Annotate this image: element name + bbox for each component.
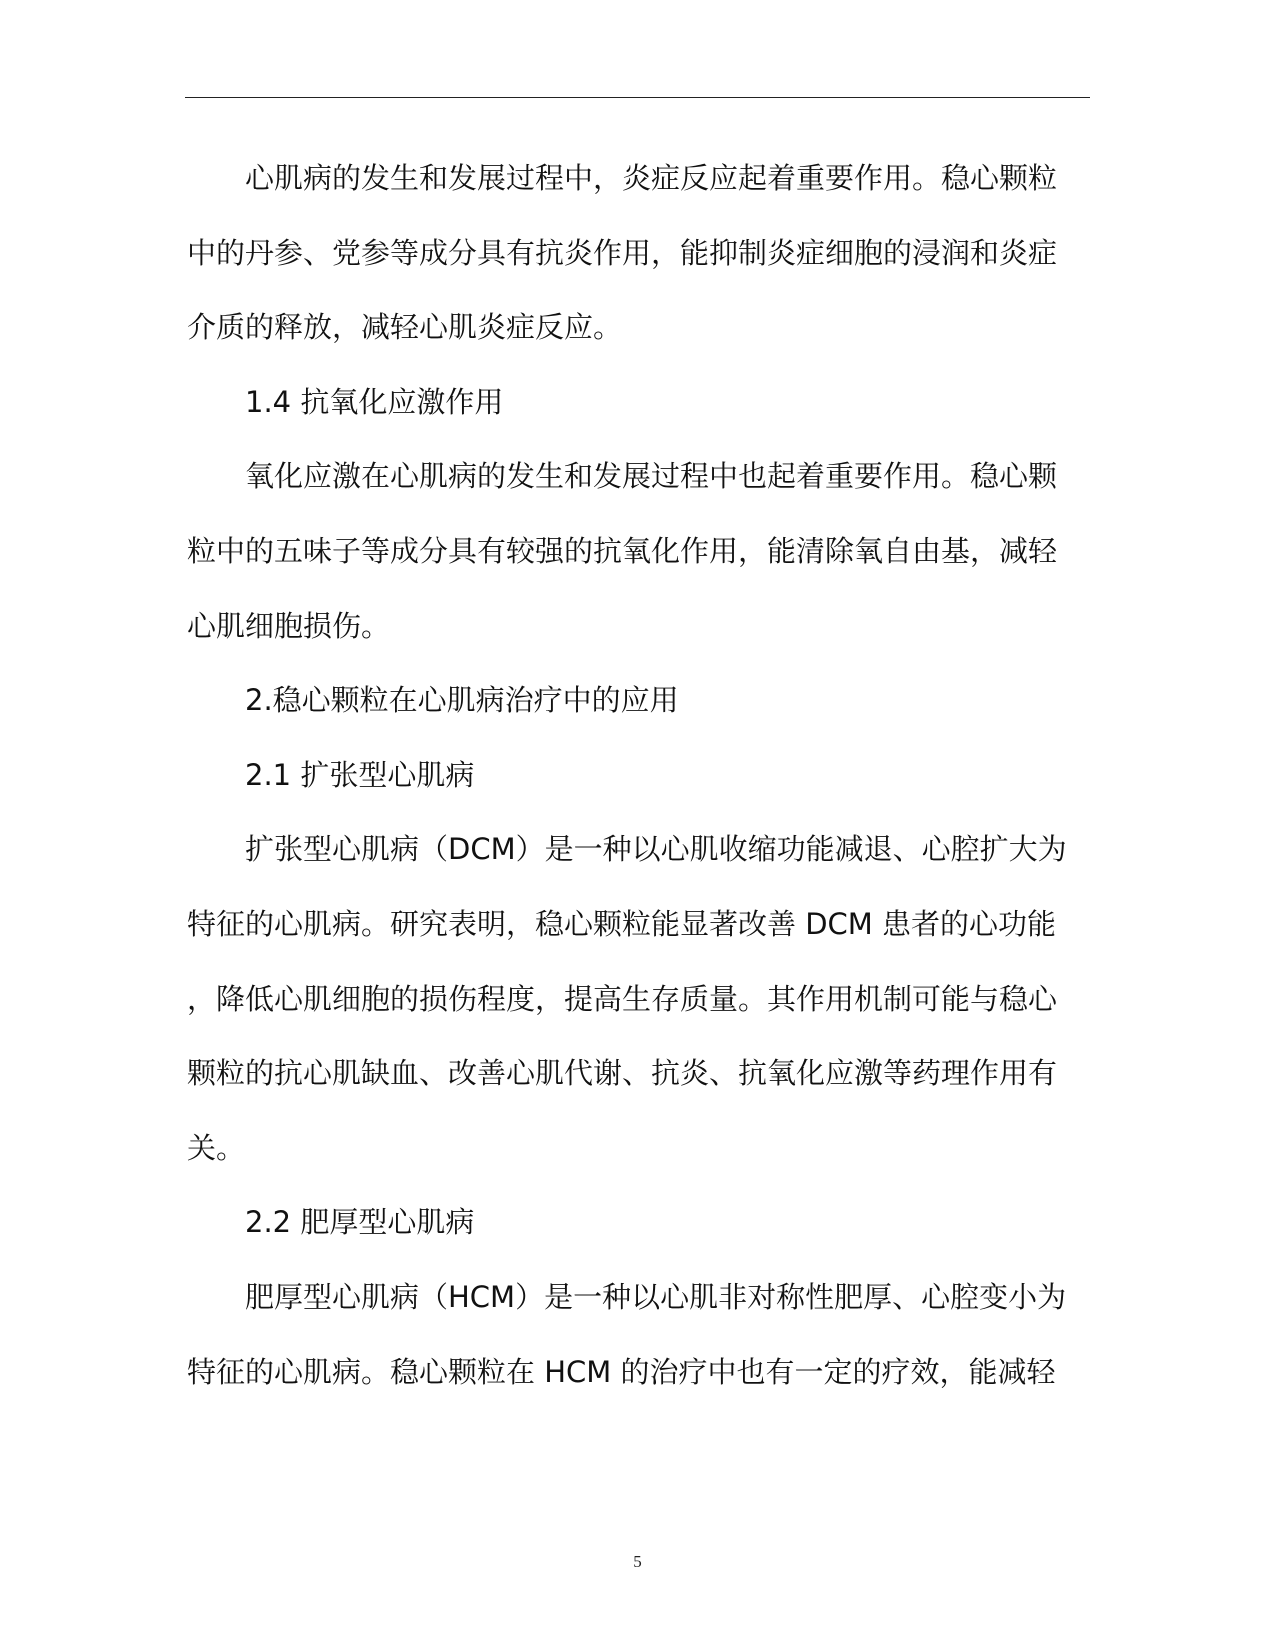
body-line: 心肌病的发生和发展过程中，炎症反应起着重要作用。稳心颗粒 xyxy=(245,161,1058,195)
body-line: 颗粒的抗心肌缺血、改善心肌代谢、抗炎、抗氧化应激等药理作用有 xyxy=(187,1056,1058,1091)
section-heading-2-2: 2.2 肥厚型心肌病 xyxy=(245,1205,475,1240)
body-line: 特征的心肌病。研究表明，稳心颗粒能显著改善 DCM 患者的心功能 xyxy=(187,906,1057,941)
body-line: 扩张型心肌病（DCM）是一种以心肌收缩功能减退、心腔扩大为 xyxy=(245,832,1067,867)
body-line: 关。 xyxy=(187,1130,246,1165)
document-body xyxy=(187,150,1090,1418)
header-rule xyxy=(185,97,1090,98)
body-line: 心肌细胞损伤。 xyxy=(187,608,391,643)
body-line: 特征的心肌病。稳心颗粒在 HCM 的治疗中也有一定的疗效，能减轻 xyxy=(187,1354,1056,1389)
body-line: 介质的释放，减轻心肌炎症反应。 xyxy=(187,310,623,345)
section-heading-2: 2.稳心颗粒在心肌病治疗中的应用 xyxy=(245,683,679,718)
page-number: 5 xyxy=(633,1552,642,1571)
body-line: ，降低心肌细胞的损伤程度，提高生存质量。其作用机制可能与稳心 xyxy=(187,981,1058,1016)
body-line: 肥厚型心肌病（HCM）是一种以心肌非对称性肥厚、心腔变小为 xyxy=(245,1279,1067,1314)
section-heading-2-1: 2.1 扩张型心肌病 xyxy=(245,757,475,792)
body-line: 粒中的五味子等成分具有较强的抗氧化作用，能清除氧自由基，减轻 xyxy=(187,533,1058,568)
section-heading-1-4: 1.4 抗氧化应激作用 xyxy=(245,384,504,419)
body-line: 中的丹参、党参等成分具有抗炎作用，能抑制炎症细胞的浸润和炎症 xyxy=(187,235,1058,270)
body-line: 氧化应激在心肌病的发生和发展过程中也起着重要作用。稳心颗 xyxy=(245,459,1058,494)
